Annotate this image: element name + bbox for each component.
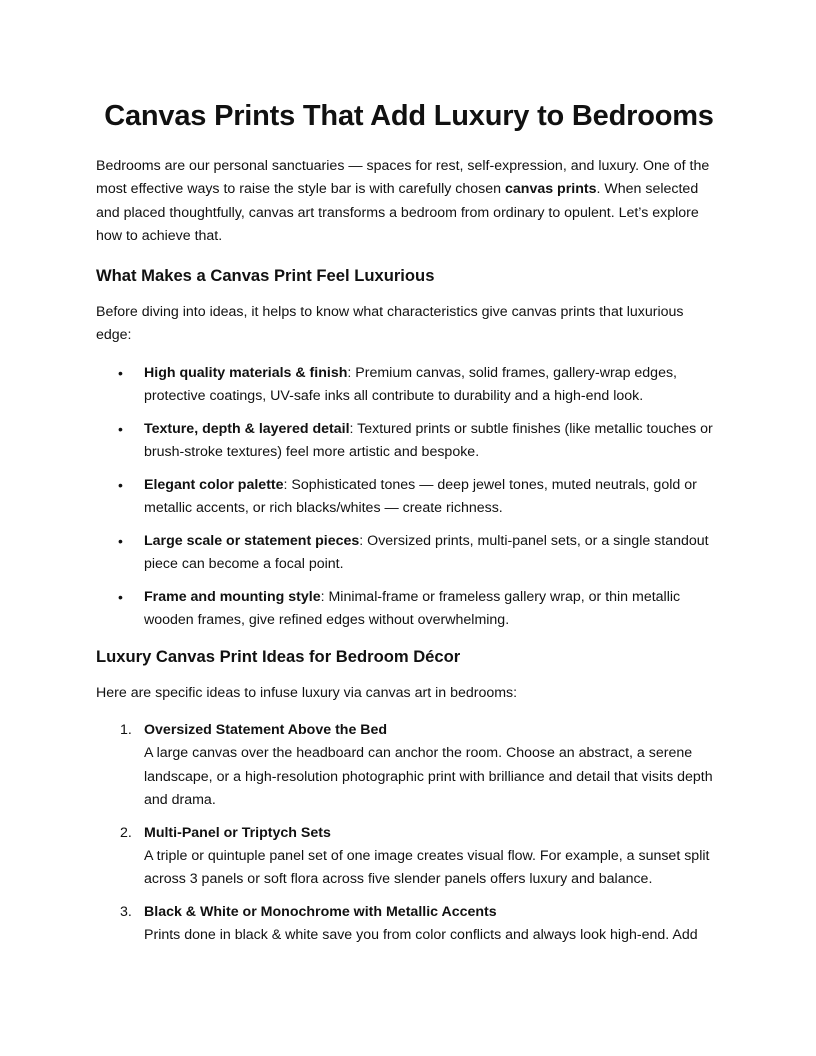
list-item-title: Oversized Statement Above the Bed (144, 722, 388, 739)
list-item-term: Elegant color palette (144, 476, 284, 493)
list-item (96, 901, 722, 948)
list-item (96, 418, 722, 465)
list-item-number: 1. (120, 722, 132, 739)
bullet-icon: • (118, 533, 123, 550)
intro-text-after: . When selected and placed thoughtfully, canvas art transforms a bedroom from ordinary to opulent. Let’s explore how to achieve that. (96, 181, 699, 244)
characteristics-list (96, 362, 722, 633)
list-item (96, 719, 722, 812)
list-item-text: A triple or quintuple panel set of one image creates visual flow. For example, a sunset split across 3 panels or soft flora across five slender panels offers luxury and balance. (144, 848, 710, 888)
section-lead-luxurious: Before diving into ideas, it helps to know what characteristics give canvas prints that luxurious edge: (96, 304, 684, 344)
list-item-term: High quality materials & finish (144, 364, 348, 381)
section-heading-luxurious: What Makes a Canvas Print Feel Luxurious (96, 266, 435, 286)
intro-paragraph (96, 155, 722, 248)
list-item (96, 474, 722, 521)
bullet-icon: • (118, 420, 123, 437)
list-item-text: : Sophisticated tones — deep jewel tones, muted neutrals, gold or metallic accents, or rich blacks/whites — create richness. (144, 476, 697, 517)
list-item-title: Black & White or Monochrome with Metallic Accents (144, 904, 497, 921)
list-item-number: 2. (120, 824, 132, 841)
list-item-text: A large canvas over the headboard can anchor the room. Choose an abstract, a serene landscape, or a high-resolution photographic print with brilliance and detail that visits depth and drama. (144, 745, 713, 808)
bullet-icon: • (118, 589, 123, 606)
section-heading-ideas: Luxury Canvas Print Ideas for Bedroom Décor (96, 646, 461, 666)
bullet-icon: • (118, 364, 123, 381)
list-item (96, 822, 722, 892)
intro-text-before: Bedrooms are our personal sanctuaries — spaces for rest, self-expression, and luxury. One of the most effective ways to raise the style bar is with carefully chosen (96, 158, 710, 198)
list-item-text: : Textured prints or subtle finishes (like metallic touches or brush-stroke textures) feel more artistic and bespoke. (144, 420, 713, 461)
list-item (96, 362, 722, 409)
list-item-term: Texture, depth & layered detail (144, 420, 350, 437)
list-item-term: Frame and mounting style (144, 589, 321, 606)
ideas-list (96, 719, 722, 948)
document-page (96, 96, 722, 957)
list-item (96, 530, 722, 577)
list-item-text: Prints done in black & white save you from color conflicts and always look high-end. Add (144, 927, 698, 944)
section-lead-ideas: Here are specific ideas to infuse luxury via canvas art in bedrooms: (96, 684, 518, 701)
bullet-icon: • (118, 476, 123, 493)
list-item-term: Large scale or statement pieces (144, 533, 360, 550)
list-item-text: : Oversized prints, multi-panel sets, or a single standout piece can become a focal point. (144, 533, 709, 573)
list-item-text: : Premium canvas, solid frames, gallery-wrap edges, protective coatings, UV-safe inks all contribute to durability and a high-end look. (144, 364, 677, 405)
intro-bold-term: canvas prints (505, 181, 597, 198)
list-item-text: : Minimal-frame or frameless gallery wrap, or thin metallic wooden frames, give refined edges without overwhelming. (144, 589, 681, 629)
list-item-number: 3. (120, 904, 132, 921)
page-title: Canvas Prints That Add Luxury to Bedrooms (104, 100, 714, 132)
list-item-title: Multi-Panel or Triptych Sets (144, 824, 331, 841)
list-item (96, 586, 722, 633)
